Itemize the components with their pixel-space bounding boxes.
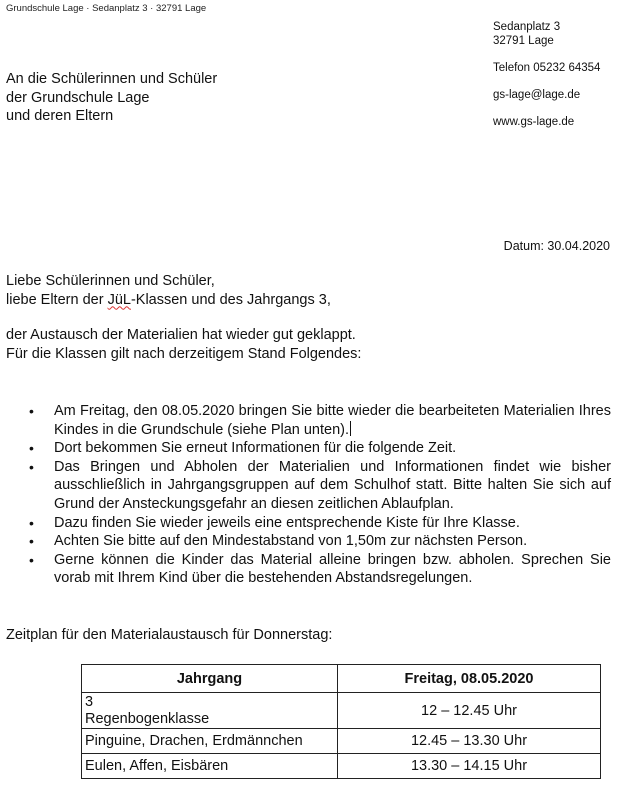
bullet-item [0, 402, 611, 439]
sender-return-address: Grundschule Lage · Sedanplatz 3 · 32791 Lage [6, 3, 207, 14]
time-cell: 12.45 – 13.30 Uhr [338, 729, 601, 754]
schedule-title: Zeitplan für den Materialaustausch für Donnerstag: [6, 627, 333, 643]
bullet-icon: • [29, 533, 34, 550]
bullet-item [0, 439, 611, 458]
bullet-item [0, 514, 611, 533]
bullet-text: Dazu finden Sie wieder jeweils eine entsprechende Kiste für Ihre Klasse. [54, 514, 520, 531]
bullet-item [0, 458, 611, 514]
salutation-line: Liebe Schülerinnen und Schüler, [6, 273, 215, 289]
header-date: Freitag, 08.05.2020 [338, 665, 601, 693]
contact-phone: Telefon 05232 64354 [493, 62, 601, 74]
letter-date: Datum: 30.04.2020 [503, 239, 610, 253]
group-cell: Pinguine, Drachen, Erdmännchen [82, 729, 338, 754]
bullet-text: Achten Sie bitte auf den Mindestabstand von 1,50m zur nächsten Person. [54, 533, 528, 550]
bullet-icon: • [29, 551, 34, 568]
bullet-item [0, 532, 611, 551]
recipient-line: und deren Eltern [6, 108, 114, 124]
salutation-line [6, 291, 331, 310]
recipient-line: der Grundschule Lage [6, 89, 150, 106]
intro-line: Für die Klassen gilt nach derzeitigem Stand Folgendes: [6, 345, 362, 362]
table-row [82, 693, 601, 729]
text-cursor [350, 421, 351, 436]
time-cell: 13.30 – 14.15 Uhr [338, 754, 601, 779]
schedule-header-row [82, 665, 601, 693]
contact-street: Sedanplatz 3 [493, 21, 561, 33]
bullet-text: Das Bringen und Abholen der Materialien und Informationen findet wie bisher ausschließlich in Jahrgangsgruppen auf dem Schulhof statt. Bitte halten Sie sich auf Grund der Ansteckungsgefahr an diesen zeitlichen Ablaufplan. [54, 458, 611, 512]
time-cell: 12 – 12.45 Uhr [338, 693, 601, 729]
intro-line: der Austausch der Materialien hat wieder gut geklappt. [6, 327, 356, 343]
schedule-table [81, 664, 601, 779]
table-row [82, 754, 601, 779]
spellcheck-flagged-word[interactable]: JüL [107, 291, 131, 308]
bullet-icon: • [29, 458, 34, 475]
recipient-address [6, 70, 217, 126]
group-line: 3 [85, 693, 94, 710]
group-line: Regenbogenklasse [85, 710, 210, 727]
header-group: Jahrgang [82, 665, 338, 693]
bullet-icon: • [29, 440, 34, 457]
bullet-icon: • [29, 403, 34, 419]
recipient-line: An die Schülerinnen und Schüler [6, 71, 218, 87]
group-cell: Eulen, Affen, Eisbären [82, 754, 338, 779]
salutation-prefix: liebe Eltern der [6, 291, 108, 308]
bullet-text: Gerne können die Kinder das Material alleine bringen bzw. abholen. Sprechen Sie vorab mit Ihrem Kind über die bestehenden Abstandsregelungen. [54, 551, 611, 587]
contact-email: gs-lage@lage.de [493, 89, 581, 101]
bullet-icon: • [29, 514, 34, 531]
contact-city: 32791 Lage [493, 35, 554, 47]
bullet-text: Am Freitag, den 08.05.2020 bringen Sie bitte wieder die bearbeiteten Materialien Ihres Kindes in die Grundschule (siehe Plan unten). [54, 403, 611, 438]
table-row [82, 729, 601, 754]
salutation-suffix: -Klassen und des Jahrgangs 3, [130, 291, 331, 308]
intro-paragraph [6, 326, 361, 363]
group-cell [82, 693, 338, 729]
contact-block [493, 20, 600, 129]
salutation [6, 272, 331, 309]
contact-website: www.gs-lage.de [493, 116, 575, 128]
bullet-text: Dort bekommen Sie erneut Informationen für die folgende Zeit. [54, 440, 457, 457]
bullet-item [0, 551, 611, 588]
info-bullet-list [0, 402, 611, 588]
